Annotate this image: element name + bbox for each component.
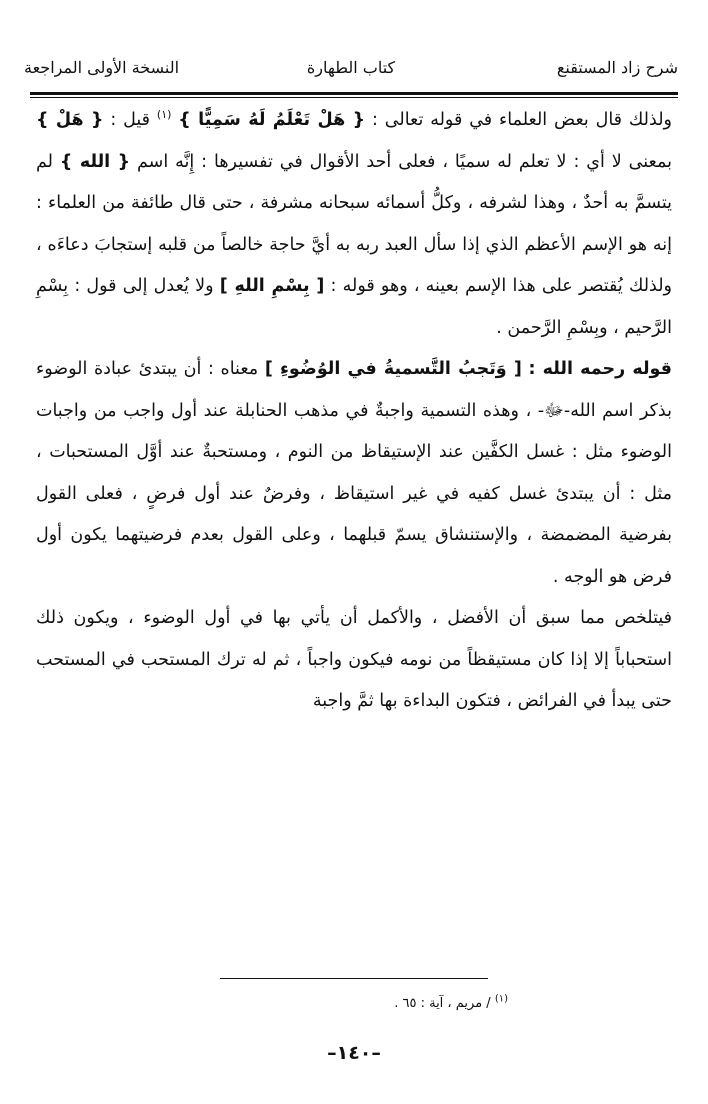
paragraph-2: قوله رحمه الله : [ وَتَجبُ التَّسميةُ في الوُضُوءِ ] معناه : أن يبتدئ عبادة الوضوء بذكر اسم الله-ﷻ- ، وهذه التسمية واجبةٌ في مذهب الحنابلة عند أول واجب من واجبات الوضوء مثل : غسل الكفَّين عند الإستيقاظ من النوم ، ومستحبةٌ عند أوَّل المستحبات ، مثل : أن يبتدئ غسل كفيه في غير استيقاظ ، وفرضٌ عند أول فرضٍ ، فعلى القول بفرضية المضمضة ، والإستنشاق يسمّ قبلهما ، وعلى القول بعدم فرضيتهما يكون أول فرض هو الوجه . [36,359,672,587]
main-text [36,100,672,723]
footnote-separator [220,978,488,979]
edition-label: النسخة الأولى المراجعة [24,58,180,77]
quran-quote: { هَلْ تَعْلَمُ لَهُ سَمِيًّا } [178,110,366,130]
quran-quote: { الله } [59,151,131,172]
book-title: شرح زاد المستقنع [556,58,678,77]
matn-quote: [ وَتَجبُ التَّسميةُ في الوُضُوءِ ] [264,359,522,379]
footnote-text: / مريم ، آية : ٦٥ . [394,996,495,1011]
running-header [24,54,678,88]
paragraph-3: فيتلخص مما سبق أن الأفضل ، والأكمل أن يأتي بها في أول الوضوء ، ويكون ذلك استحباباً إلا إذا كان مستيقظاً من نومه فيكون واجباً ، ثم له ترك المستحب في المستحب حتى يبدأ في الفرائض ، فتكون البداءة بها ثمَّ واجبة [36,608,672,711]
header-rule-thin [30,97,678,98]
paragraph-1: ولذلك قال بعض العلماء في قوله تعالى : { هَلْ تَعْلَمُ لَهُ سَمِيًّا } $^{(١)}$ قيل : { هَلْ } بمعنى لا أي : لا تعلم له سميًا ، فعلى أحد الأقوال في تفسيرها : إِنَّه اسم { الله } لم يتسمَّ به أحدٌ ، وهذا لشرفه ، وكلُّ أسمائه سبحانه مشرفة ، حتى قال طائفة من العلماء : إنه هو الإسم الأعظم الذي إذا سأل العبد ربه به أيَّ حاجة خالصاً من قلبه إستجابَ دعاءَه ، ولذلك يُقتصر على هذا الإسم بعينه ، وهو قوله : [ بِسْمِ اللهِ ] ولا يُعدل إلى قول : بِسْمِ الرَّحيم ، وبِسْمِ الرَّحمن . [36,108,673,338]
header-rule-thick [30,92,678,95]
footnote-marker: (١) [156,108,172,122]
page-number: –١٤٠– [327,1042,381,1064]
chapter-title: كتاب الطهارة [306,58,396,77]
quran-quote: { هَلْ } [36,110,104,130]
footnote [394,993,508,1011]
paragraph-lead: قوله رحمه الله : [528,359,672,379]
quoted-phrase: [ بِسْمِ اللهِ ] [219,276,325,296]
footnote-marker: (١) [494,993,508,1005]
